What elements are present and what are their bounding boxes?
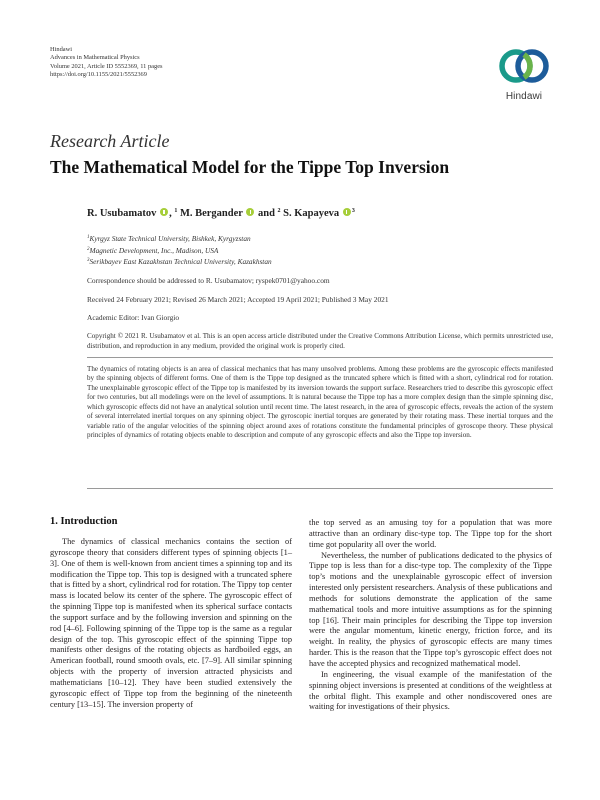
author-name: S. Kapayeva [283,208,340,219]
hindawi-logo [489,44,559,110]
body-paragraph: the top served as an amusing toy for a population that was more attractive than an ordinary disc-type top. The Tippe top for the short time got popularity all over the world. [309,518,552,549]
hindawi-logo-mark [489,44,559,90]
affiliation-list [87,233,272,268]
publisher-name: Hindawi [50,46,73,53]
section-heading-introduction: 1. Introduction [50,516,118,527]
correspondence-line: Correspondence should be addressed to R. Usubamatov; ryspek0701@yahoo.com [87,276,330,285]
body-paragraph: The dynamics of classical mechanics contains the section of gyroscope theory that considers different types of spinning objects [1–3]. One of them is well-known from ancient times a spinning top and its modification the Tippe top. This top is designed with a truncated sphere that is fitted by a short, cylindrical rod for rotation. The Tippy top center mass is located below its center of the sphere. The gyroscopic effect of the spinning Tippe top is manifested when its spherical surface contacts the support surface and by the following inversion and spinning on the rod [4–6]. Following spinning of the Tippe top is the same as a regular design of the top. This gyroscopic effect of the spinning Tippe top manifests other designs of the rotating objects as hardboiled eggs, an American football, round smooth ovals, etc. [7–9]. All similar spinning objects with the property of inversion attracted physicists and mathematicians [10–12]. They have been studied extensively the gyroscopic effect of Tippe top from the beginning of the nineteenth century [13–15]. The inversion property of [50,537,292,709]
body-paragraph: Nevertheless, the number of publications dedicated to the physics of Tippe top is less than for a disc-type top. The complexity of the Tippe top’s motions and the unexplainable gyroscopic effect of inversion interested only persistent researchers. Analysis of these publications and methods for solutions demonstrate the application of the same mathematical tools and more intuitive assumptions as for the spinning top [16]. Their main principles for describing the Tippe top inversion were the angular momentum, kinetic energy, friction force, and its weight. In reality, the physics of gyroscopic effects are many times harder. This is the reason that the Tippe top’s gyroscopic effect does not have the accepted physics and recognized mathematical model. [309,550,552,668]
logo-wordmark: Hindawi [505,91,543,102]
orcid-icon[interactable] [246,208,254,216]
author-affiliation-mark: 3 [351,208,355,214]
author-name: M. Bergander [179,208,243,219]
journal-header [50,46,370,80]
abstract-text: The dynamics of rotating objects is an area of classical mechanics that has many unsolved problems. Among these problems are the gyroscopic effects manifested by the spinning objects of different forms. One of them is the Tippe top designed as the truncated sphere which is fitted with a short, cylindrical rod for rotation. The unexplainable gyroscopic effect of the Tippe top is manifested by its inversion towards the support surface. Researchers tried to describe this gyroscopic effect for two centuries, but all modelings were on the level of assumptions. It is natural because the Tippe top has a more complex design than the simple spinning disc, which gyroscopic effects did not have an analytical solution until recent time. The latest research, in the area of gyroscopic effects, reveals the action of the system of several interrelated inertial torques on any spinning object. The gyroscopic inertial torques are generated by their rotating mass. These inertial torques and the variable ratio of the angular velocities of the spinning object around axes of rotations constitute the fundamental principles of gyroscope theory. These physical principles of dynamics of rotating objects enable to description and compute of any gyroscopic effects and also the Tippe top inversion. [87,365,553,440]
abstract-divider-top [87,357,553,358]
body-column-left [50,537,292,711]
article-type: Research Article [50,131,170,151]
article-title: The Mathematical Model for the Tippe Top Inversion [50,157,450,177]
affiliation-item: $^1$Kyrgyz State Technical University, Bishkek, Kyrgyzstan [87,234,251,243]
publication-dates: Received 24 February 2021; Revised 26 March 2021; Accepted 19 April 2021; Published 3 May 2021 [87,295,389,304]
volume-line: Volume 2021, Article ID 5552369, 11 pages [50,62,163,70]
orcid-icon[interactable] [343,208,351,216]
doi-link[interactable]: https://doi.org/10.1155/2021/5552369 [50,71,147,79]
body-paragraph: In engineering, the visual example of the manifestation of the spinning object inversions is presented at conditions of the weightless at the orbital flight. This example and other nondiscovered ones are waiting for investigations of their physics. [309,669,552,712]
author-affiliation-mark: 2 [277,208,281,214]
author-affiliation-mark: 1 [174,208,178,214]
author-list: R. Usubamatov , $^1$ M. Bergander and $^2$ S. Kapayeva $^3$ [87,208,355,219]
journal-name: Advances in Mathematical Physics [50,54,140,62]
copyright-notice: Copyright © 2021 R. Usubamatov et al. This is an open access article distributed under the Creative Commons Attribution License, which permits unrestricted use, distribution, and reproduction in any medium, provided the original work is properly cited. [87,332,553,350]
body-column-right [309,518,552,713]
academic-editor: Academic Editor: Ivan Giorgio [87,313,180,322]
author-name: R. Usubamatov [87,208,157,219]
abstract-divider-bottom [87,488,553,489]
affiliation-item: $^3$Serikbayev East Kazakhstan Technical University, Kazakhstan [87,257,272,267]
orcid-icon[interactable] [160,208,168,216]
affiliation-item: $^2$Magnetic Development, Inc., Madison, USA [87,245,219,255]
